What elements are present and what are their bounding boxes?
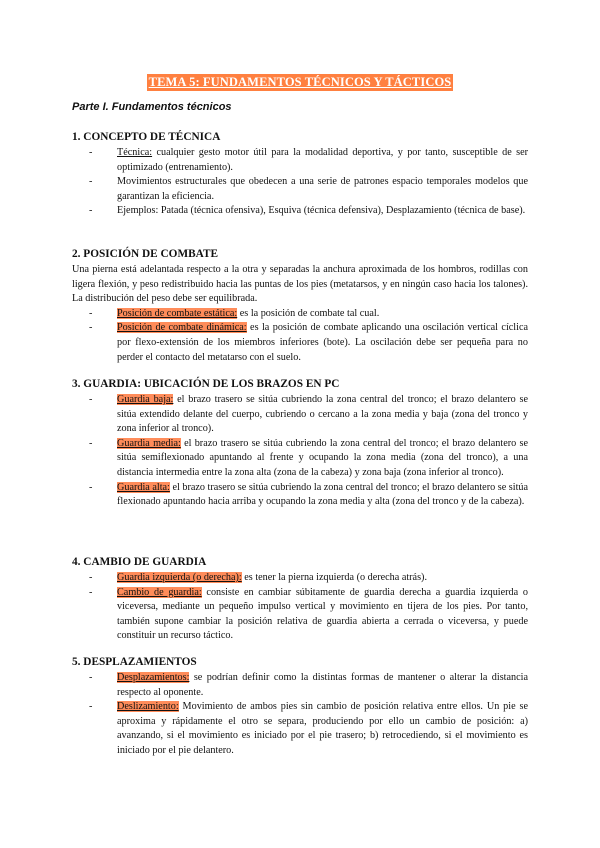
list-item: - Guardia alta: el brazo trasero se sitúa cubriendo la zona central del tronco; el brazo delantero se sitúa flexionado apuntando hacia arriba y ocupando la zona media y alta (zona del tronco y de la cabeza). — [89, 481, 529, 508]
item-text: es la posición de combate aplicando una oscilación vertical cíclica por flexo-extensión de los miembros inferiores (bote). La oscilación debe ser pequeña para no perder el contacto del metatarso con el suelo. — [117, 322, 529, 363]
bullet-list — [72, 393, 528, 510]
item-text: el brazo trasero se sitúa cubriendo la zona central del tronco; el brazo delantero se sitúa flexionado apuntando hacia arriba y ocupando la zona media y alta (zona del tronco y de la cabeza). — [117, 481, 529, 508]
title-block — [72, 73, 528, 91]
item-text: es tener la pierna izquierda (o derecha atrás). — [241, 572, 427, 583]
list-item: - Posición de combate estática: es la posición de combate tal cual. — [89, 307, 380, 319]
highlighted-term: Guardia baja: — [117, 394, 174, 405]
list-item: - Deslizamiento: Movimiento de ambos pies sin cambio de posición relativa entre ellos. Un pie se aproxima y rápidamente el otro se separa, produciendo por ello un cambio de posición: a) avanzando, si el movimiento es iniciado por el pie trasero; b) retrocediendo, si el movimiento es iniciado por el pie delantero. — [89, 701, 528, 756]
section-paragraph: Una pierna está adelantada respecto a la otra y separadas la anchura aproximada de los hombros, rodillas con ligera flexión, y peso redistribuido hacia las puntas de los pies (metatarsos, y en ningún caso hacia los talones). La distribución del peso debe ser equilibrada. — [72, 264, 528, 305]
bullet-list — [72, 146, 528, 219]
highlighted-term: Desplazamientos: — [117, 672, 190, 683]
term: Técnica: — [117, 147, 153, 158]
section-heading: 4. CAMBIO DE GUARDIA — [72, 556, 207, 568]
highlighted-term: Posición de combate dinámica: — [117, 322, 247, 334]
highlighted-term: Guardia izquierda (o derecha): — [117, 572, 242, 583]
section-posicion-combate — [72, 248, 528, 365]
item-text: el brazo trasero se sitúa cubriendo la zona central del tronco; el brazo delantero se sitúa semiflexionado apuntando al frente y ocupando la zona media (zona del tronco), a una distancia intermedia entre la zona alta (zona de la cabeza) y zona baja (zona inferior al tronco). — [117, 437, 528, 478]
section-heading: 5. DESPLAZAMIENTOS — [72, 656, 197, 668]
list-item: - Guardia baja: el brazo trasero se sitúa cubriendo la zona central del tronco; el brazo delantero se sitúa extendido delante del cuerpo, cubriendo o cercano a la zona media y baja (zona del tronco y zona inferior al tronco). — [89, 394, 529, 435]
section-heading: 1. CONCEPTO DE TÉCNICA — [72, 131, 221, 143]
list-item: - Técnica: cualquier gesto motor útil para la modalidad deportiva, y por tanto, susceptible de ser optimizado (entrenamiento). — [89, 147, 528, 173]
item-text: cualquier gesto motor útil para la modalidad deportiva, y por tanto, susceptible de ser optimizado (entrenamiento). — [117, 147, 528, 173]
section-concepto-tecnica — [72, 131, 528, 219]
item-text: es la posición de combate tal cual. — [237, 307, 380, 319]
list-item: - Desplazamientos: se podrían definir como la distintas formas de mantener o alterar la distancia respecto al oponente. — [89, 672, 528, 698]
list-item: - Guardia media: el brazo trasero se sitúa cubriendo la zona central del tronco; el brazo delantero se sitúa semiflexionado apuntando al frente y ocupando la zona media (zona del tronco), a una distancia intermedia entre la zona alta (zona de la cabeza) y zona baja (zona inferior al tronco). — [89, 437, 528, 478]
list-item: - Movimientos estructurales que obedecen a una serie de patrones espacio temporales modelos que garantizan la eficiencia. — [89, 176, 528, 202]
section-cambio-guardia — [72, 556, 528, 644]
list-item: - Guardia izquierda (o derecha): es tener la pierna izquierda (o derecha atrás). — [89, 572, 427, 583]
highlighted-term: Deslizamiento: — [117, 701, 179, 713]
list-item: - Ejemplos: Patada (técnica ofensiva), Esquiva (técnica defensiva), Desplazamiento (técnica de base). — [89, 205, 526, 217]
item-text: Ejemplos: Patada (técnica ofensiva), Esquiva (técnica defensiva), Desplazamiento (técnica de base). — [117, 205, 526, 217]
bullet-list — [72, 571, 528, 644]
section-desplazamientos — [72, 656, 528, 759]
list-item: - Posición de combate dinámica: es la posición de combate aplicando una oscilación vertical cíclica por flexo-extensión de los miembros inferiores (bote). La oscilación debe ser pequeña para no perder el contacto del metatarso con el suelo. — [89, 322, 529, 363]
highlighted-term: Posición de combate estática: — [117, 307, 238, 319]
highlighted-term: Cambio de guardia: — [117, 586, 202, 598]
item-text: Movimientos estructurales que obedecen a una serie de patrones espacio temporales modelos que garantizan la eficiencia. — [117, 176, 528, 202]
part-heading: Parte I. Fundamentos técnicos — [72, 101, 232, 113]
list-item: - Cambio de guardia: consiste en cambiar súbitamente de guardia derecha a guardia izquierda o viceversa, mediante un pequeño impulso vertical y movimiento en tijera de los pies. Por tanto, también supone cambiar la posición relativa de guardia abierta a cerrada o viceversa, y puede constituir un recurso táctico. — [89, 586, 528, 642]
item-text: Movimiento de ambos pies sin cambio de posición relativa entre ellos. Un pie se aproxima y rápidamente el otro se separa, produciendo por ello un cambio de posición: a) avanzando, si el movimiento es iniciado por el pie trasero; b) retrocediendo, si el movimiento es iniciado por el pie delantero. — [117, 701, 528, 756]
highlighted-term: Guardia media: — [117, 437, 181, 449]
item-text: el brazo trasero se sitúa cubriendo la zona central del tronco; el brazo delantero se sitúa extendido delante del cuerpo, cubriendo o cercano a la zona media y baja (zona del tronco y zona inferior al tronco). — [117, 394, 529, 435]
bullet-list — [72, 671, 528, 759]
section-guardia — [72, 378, 528, 510]
bullet-list — [72, 307, 528, 365]
section-heading: 2. POSICIÓN DE COMBATE — [72, 248, 219, 260]
highlighted-term: Guardia alta: — [117, 481, 170, 493]
document-title: TEMA 5: FUNDAMENTOS TÉCNICOS Y TÁCTICOS — [148, 75, 452, 89]
item-text: consiste en cambiar súbitamente de guardia derecha a guardia izquierda o viceversa, mediante un pequeño impulso vertical y movimiento en tijera de los pies. Por tanto, también supone cambiar la posición relativa de guardia abierta a cerrada o viceversa, y puede constituir un recurso táctico. — [117, 586, 528, 642]
section-heading: 3. GUARDIA: UBICACIÓN DE LOS BRAZOS EN PC — [72, 378, 340, 390]
item-text: se podrían definir como la distintas formas de mantener o alterar la distancia respecto al oponente. — [117, 672, 528, 698]
